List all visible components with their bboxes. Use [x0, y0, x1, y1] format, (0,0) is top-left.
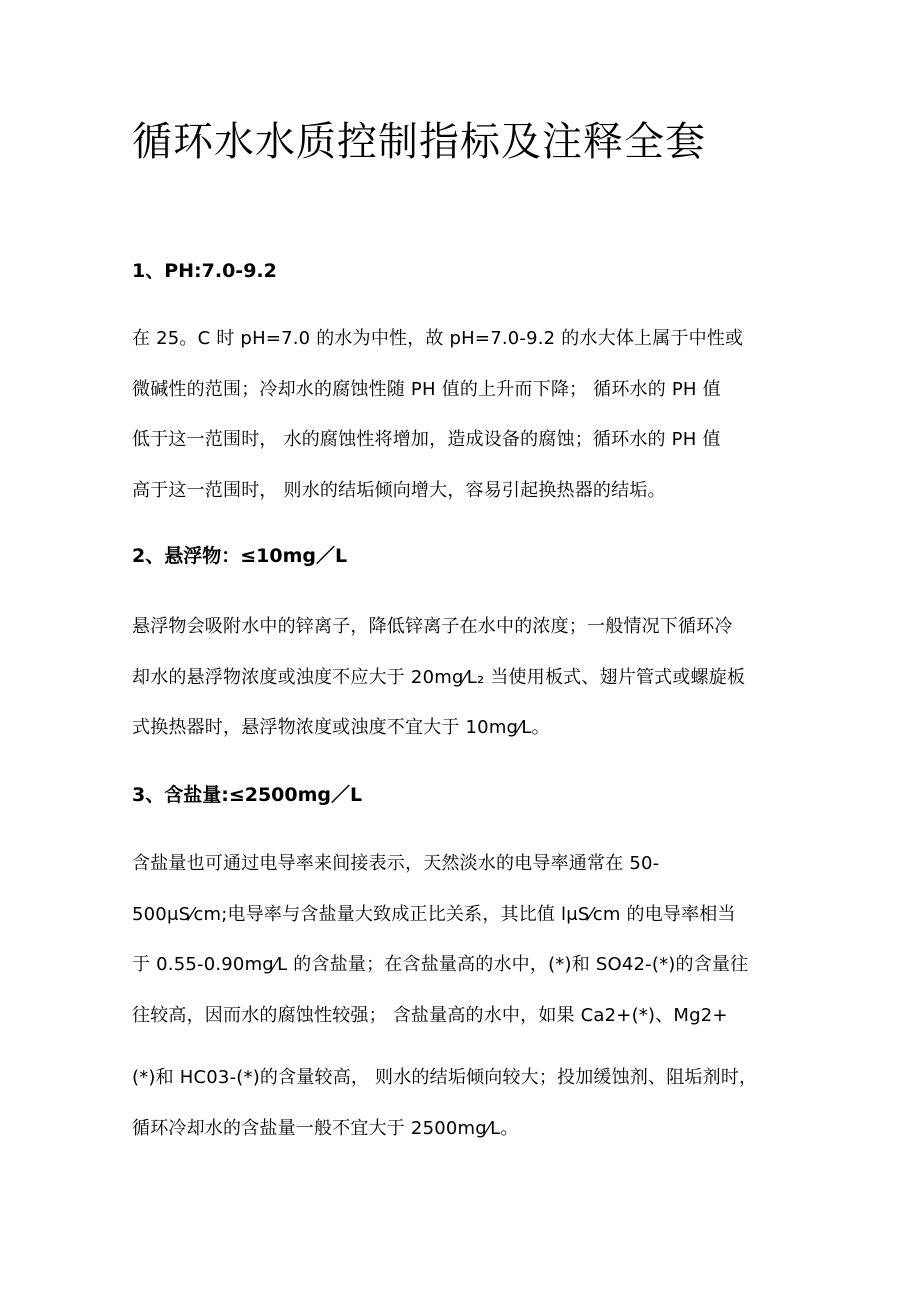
paragraph-line: 循环冷却水的含盐量一般不宜大于 2500mg⁄L。 [132, 1117, 519, 1139]
section-salt-content-paragraph-1 [132, 839, 804, 1041]
paragraph-line: 含盐量也可通过电导率来间接表示，天然淡水的电导率通常在 50- [132, 853, 660, 874]
section-ph-paragraph [132, 314, 804, 516]
paragraph-line: 低于这一范围时， 水的腐蚀性将增加，造成设备的腐蚀；循环水的 PH 值 [132, 429, 721, 450]
section-heading-salt-content: 3、含盐量:≤2500mg／L [132, 784, 363, 806]
paragraph-line: (*)和 HC03-(*)的含量较高， 则水的结垢倾向较大；投加缓蚀剂、阻垢剂时， [132, 1067, 758, 1088]
paragraph-line: 悬浮物会吸附水中的锌离子，降低锌离子在水中的浓度；一般情况下循环冷 [132, 616, 733, 637]
section-salt-content-paragraph-2 [132, 1053, 804, 1154]
document-title: 循环水水质控制指标及注释全套 [132, 119, 706, 165]
section-suspended-solids-paragraph [132, 602, 804, 754]
section-heading-ph: 1、PH:7.0-9.2 [132, 260, 277, 282]
paragraph-line: 式换热器时，悬浮物浓度或浊度不宜大于 10mg⁄L。 [132, 717, 550, 738]
section-heading-suspended-solids: 2、悬浮物：≤10mg／L [132, 545, 348, 567]
paragraph-line: 于 0.55-0.90mg⁄L 的含盐量；在含盐量高的水中，(*)和 SO42-(*)的含量往 [132, 954, 749, 975]
paragraph-line: 往较高，因而水的腐蚀性较强； 含盐量高的水中，如果 Ca2+(*)、Mg2+ [132, 1004, 728, 1026]
paragraph-line: 却水的悬浮物浓度或浊度不应大于 20mg⁄L₂ 当使用板式、翅片管式或螺旋板 [132, 666, 746, 688]
paragraph-line: 在 25。C 时 pH=7.0 的水为中性，故 pH=7.0-9.2 的水大体上属于中性或 [132, 328, 744, 349]
paragraph-line: 500μS⁄cm;电导率与含盐量大致成正比关系，其比值 lμS⁄cm 的电导率相当 [132, 903, 736, 925]
paragraph-line: 微碱性的范围；冷却水的腐蚀性随 PH 值的上升而下降； 循环水的 PH 值 [132, 378, 721, 400]
paragraph-line: 高于这一范围时， 则水的结垢倾向增大，容易引起换热器的结垢。 [132, 479, 666, 501]
